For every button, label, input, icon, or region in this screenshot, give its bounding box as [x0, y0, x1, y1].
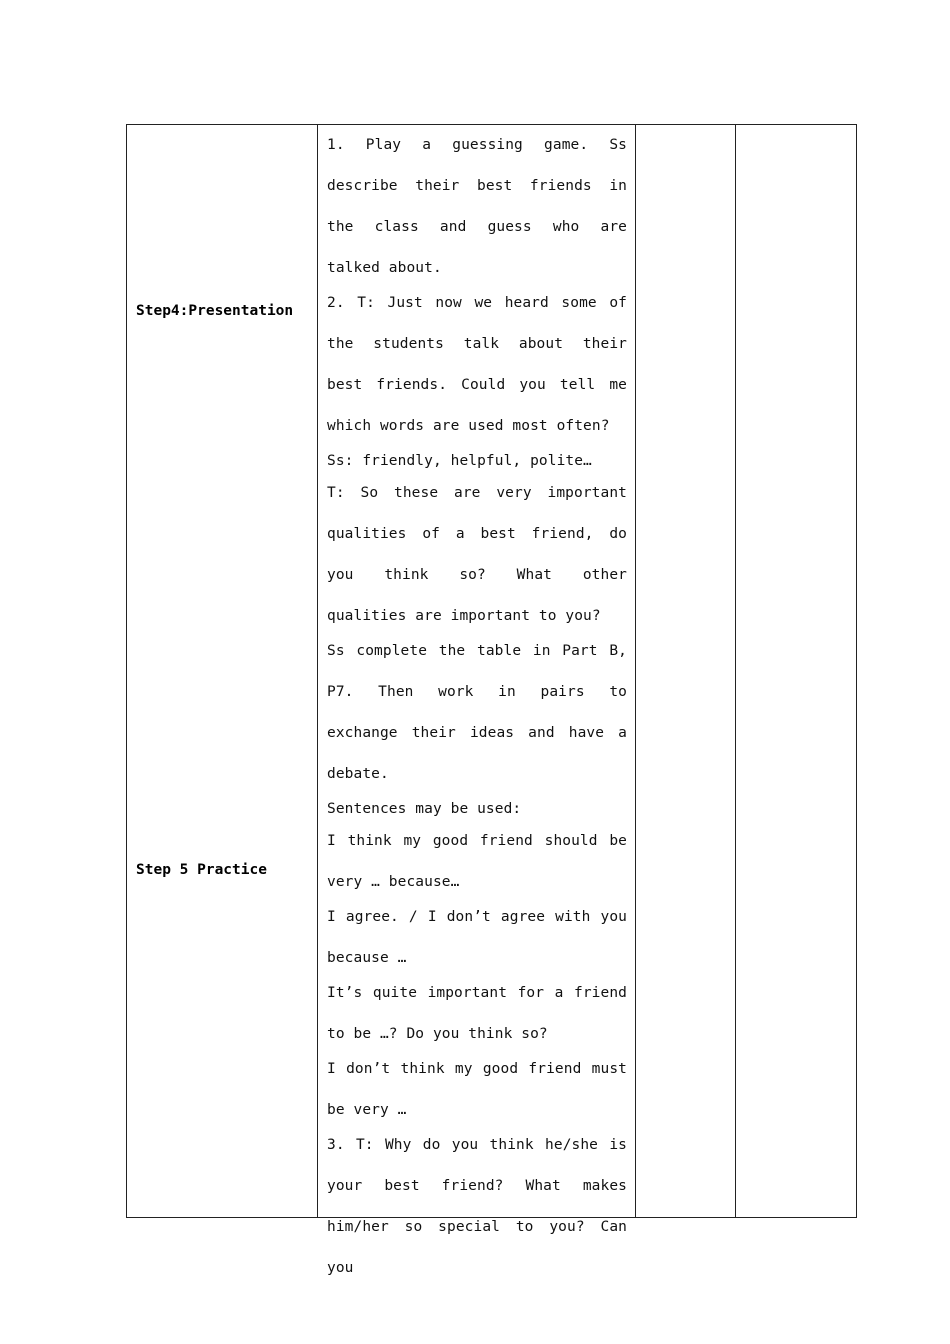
paragraph-qualities: T: So these are very important qualities of a best friend, do you think so? What other qualities are important to you? [327, 485, 627, 624]
step4-label: Step4:Presentation [136, 303, 294, 319]
empty-cell-4 [736, 125, 857, 1218]
activity-content [318, 125, 635, 1276]
step-column [127, 125, 317, 1217]
paragraph-teacher-question: 2. T: Just now we heard some of the students talk about their best friends. Could you tell me which words are used most often? [327, 295, 627, 434]
step-column-cell [127, 125, 318, 1218]
paragraph-students-answer: Ss: friendly, helpful, polite… [327, 453, 592, 469]
paragraph-why-best-friend: 3. T: Why do you think he/she is your best friend? What makes him/her so special to you? Can you [327, 1137, 627, 1276]
paragraph-sentence-1: I think my good friend should be very … because… [327, 833, 627, 890]
paragraph-sentence-4: I don’t think my good friend must be very … [327, 1061, 627, 1118]
lesson-plan-table [126, 124, 857, 1276]
paragraph-complete-table: Ss complete the table in Part B, P7. Then work in pairs to exchange their ideas and have a debate. [327, 643, 627, 782]
paragraph-sentence-3: It’s quite important for a friend to be …? Do you think so? [327, 985, 627, 1042]
empty-cell-3 [636, 125, 736, 1218]
paragraph-sentences-heading: Sentences may be used: [327, 801, 522, 817]
step5-label: Step 5 Practice [136, 862, 267, 878]
table-row [127, 125, 857, 1218]
activity-content-cell [318, 125, 636, 1276]
paragraph-guessing-game: 1. Play a guessing game. Ss describe their best friends in the class and guess who are talked about. [327, 137, 627, 276]
paragraph-sentence-2: I agree. / I don’t agree with you because … [327, 909, 627, 966]
